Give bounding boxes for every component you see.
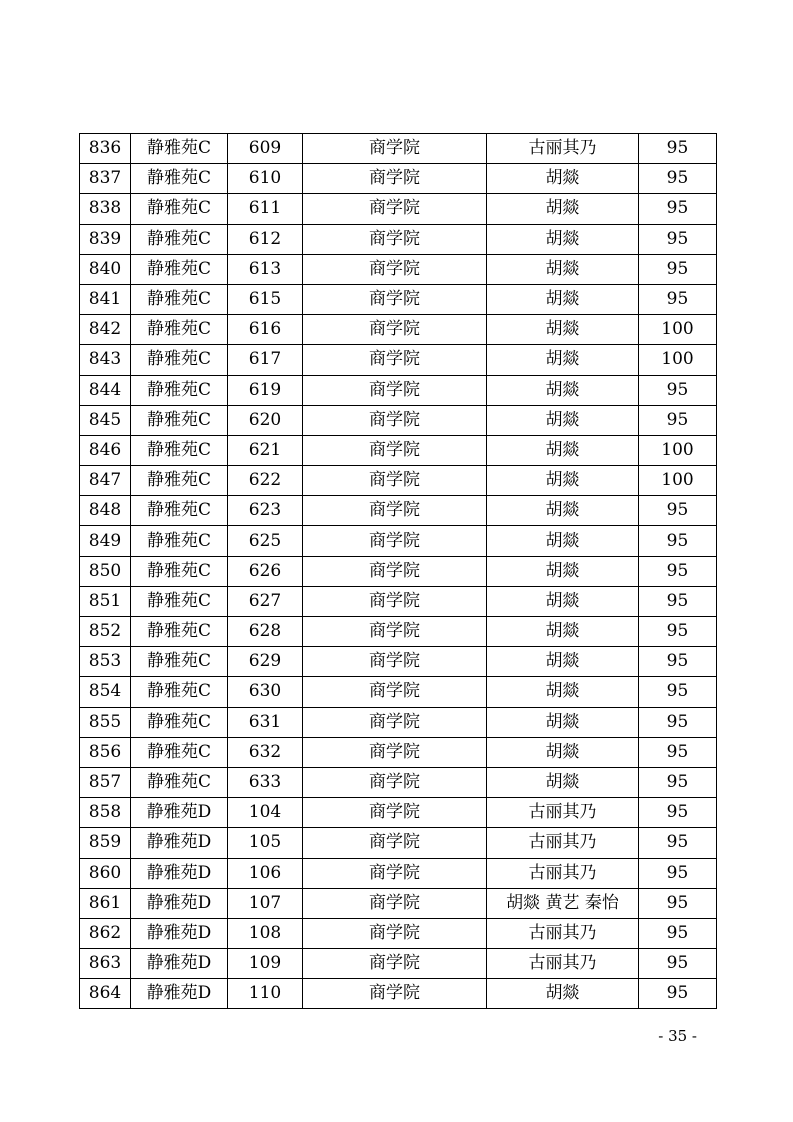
score-cell: 95: [639, 918, 717, 948]
row-number-cell: 852: [80, 617, 131, 647]
college-cell: 商学院: [303, 194, 487, 224]
inspector-cell: 胡燚: [487, 556, 639, 586]
inspector-cell: 胡燚: [487, 707, 639, 737]
row-number-cell: 855: [80, 707, 131, 737]
row-number-cell: 860: [80, 858, 131, 888]
row-number-cell: 861: [80, 888, 131, 918]
inspector-cell: 胡燚: [487, 435, 639, 465]
college-cell: 商学院: [303, 647, 487, 677]
room-number-cell: 621: [228, 435, 303, 465]
table-row: [80, 254, 717, 284]
table-row: [80, 828, 717, 858]
room-number-cell: 625: [228, 526, 303, 556]
room-number-cell: 109: [228, 949, 303, 979]
table-row: [80, 526, 717, 556]
row-number-cell: 854: [80, 677, 131, 707]
score-cell: 95: [639, 737, 717, 767]
college-cell: 商学院: [303, 949, 487, 979]
college-cell: 商学院: [303, 918, 487, 948]
building-cell: 静雅苑D: [131, 949, 228, 979]
inspector-cell: 胡燚: [487, 767, 639, 797]
row-number-cell: 848: [80, 496, 131, 526]
college-cell: 商学院: [303, 556, 487, 586]
college-cell: 商学院: [303, 526, 487, 556]
college-cell: 商学院: [303, 164, 487, 194]
table-row: [80, 707, 717, 737]
score-cell: 95: [639, 949, 717, 979]
score-cell: 95: [639, 767, 717, 797]
building-cell: 静雅苑C: [131, 315, 228, 345]
table-row: [80, 949, 717, 979]
building-cell: 静雅苑C: [131, 647, 228, 677]
inspector-cell: 胡燚: [487, 194, 639, 224]
building-cell: 静雅苑C: [131, 767, 228, 797]
score-cell: 95: [639, 526, 717, 556]
inspector-cell: 古丽其乃: [487, 858, 639, 888]
row-number-cell: 856: [80, 737, 131, 767]
table-row: [80, 466, 717, 496]
score-cell: 95: [639, 707, 717, 737]
table-row: [80, 556, 717, 586]
inspector-cell: 胡燚: [487, 315, 639, 345]
score-cell: 100: [639, 345, 717, 375]
table-row: [80, 224, 717, 254]
table-row: [80, 164, 717, 194]
college-cell: 商学院: [303, 617, 487, 647]
table-row: [80, 435, 717, 465]
score-cell: 95: [639, 254, 717, 284]
building-cell: 静雅苑C: [131, 345, 228, 375]
room-number-cell: 620: [228, 405, 303, 435]
college-cell: 商学院: [303, 677, 487, 707]
inspector-cell: 古丽其乃: [487, 798, 639, 828]
table-row: [80, 194, 717, 224]
room-number-cell: 613: [228, 254, 303, 284]
score-cell: 95: [639, 586, 717, 616]
college-cell: 商学院: [303, 284, 487, 314]
score-cell: 95: [639, 858, 717, 888]
table-row: [80, 345, 717, 375]
score-cell: 95: [639, 979, 717, 1009]
row-number-cell: 851: [80, 586, 131, 616]
building-cell: 静雅苑C: [131, 284, 228, 314]
inspector-cell: 胡燚: [487, 224, 639, 254]
building-cell: 静雅苑C: [131, 707, 228, 737]
table-row: [80, 617, 717, 647]
college-cell: 商学院: [303, 466, 487, 496]
score-cell: 95: [639, 677, 717, 707]
building-cell: 静雅苑C: [131, 134, 228, 164]
table-row: [80, 677, 717, 707]
building-cell: 静雅苑C: [131, 405, 228, 435]
inspector-cell: 胡燚: [487, 586, 639, 616]
score-cell: 95: [639, 224, 717, 254]
inspector-cell: 古丽其乃: [487, 949, 639, 979]
score-cell: 95: [639, 284, 717, 314]
score-cell: 100: [639, 435, 717, 465]
row-number-cell: 837: [80, 164, 131, 194]
table-row: [80, 767, 717, 797]
room-number-cell: 622: [228, 466, 303, 496]
score-cell: 95: [639, 134, 717, 164]
score-cell: 95: [639, 164, 717, 194]
table-row: [80, 405, 717, 435]
inspector-cell: 胡燚: [487, 345, 639, 375]
score-cell: 100: [639, 315, 717, 345]
college-cell: 商学院: [303, 315, 487, 345]
row-number-cell: 846: [80, 435, 131, 465]
row-number-cell: 842: [80, 315, 131, 345]
score-cell: 95: [639, 375, 717, 405]
room-number-cell: 616: [228, 315, 303, 345]
table-row: [80, 284, 717, 314]
dormitory-score-table: [79, 133, 717, 1009]
college-cell: 商学院: [303, 979, 487, 1009]
row-number-cell: 843: [80, 345, 131, 375]
building-cell: 静雅苑C: [131, 556, 228, 586]
building-cell: 静雅苑C: [131, 435, 228, 465]
row-number-cell: 864: [80, 979, 131, 1009]
inspector-cell: 胡燚: [487, 737, 639, 767]
table-row: [80, 647, 717, 677]
college-cell: 商学院: [303, 707, 487, 737]
room-number-cell: 628: [228, 617, 303, 647]
college-cell: 商学院: [303, 345, 487, 375]
table-row: [80, 979, 717, 1009]
college-cell: 商学院: [303, 496, 487, 526]
row-number-cell: 853: [80, 647, 131, 677]
score-cell: 95: [639, 496, 717, 526]
score-cell: 95: [639, 828, 717, 858]
inspector-cell: 胡燚: [487, 526, 639, 556]
inspector-cell: 胡燚: [487, 254, 639, 284]
building-cell: 静雅苑C: [131, 194, 228, 224]
building-cell: 静雅苑D: [131, 798, 228, 828]
table-row: [80, 134, 717, 164]
inspector-cell: 胡燚: [487, 496, 639, 526]
inspector-cell: 胡燚: [487, 375, 639, 405]
building-cell: 静雅苑C: [131, 617, 228, 647]
college-cell: 商学院: [303, 586, 487, 616]
score-cell: 95: [639, 798, 717, 828]
building-cell: 静雅苑D: [131, 858, 228, 888]
table-row: [80, 375, 717, 405]
college-cell: 商学院: [303, 828, 487, 858]
score-cell: 95: [639, 405, 717, 435]
inspector-cell: 胡燚: [487, 466, 639, 496]
room-number-cell: 623: [228, 496, 303, 526]
room-number-cell: 105: [228, 828, 303, 858]
row-number-cell: 844: [80, 375, 131, 405]
room-number-cell: 632: [228, 737, 303, 767]
room-number-cell: 619: [228, 375, 303, 405]
room-number-cell: 627: [228, 586, 303, 616]
score-cell: 95: [639, 617, 717, 647]
table-row: [80, 496, 717, 526]
table-row: [80, 737, 717, 767]
room-number-cell: 106: [228, 858, 303, 888]
page-number: - 35 -: [658, 1027, 697, 1045]
room-number-cell: 611: [228, 194, 303, 224]
table-row: [80, 586, 717, 616]
row-number-cell: 859: [80, 828, 131, 858]
row-number-cell: 847: [80, 466, 131, 496]
inspector-cell: 古丽其乃: [487, 828, 639, 858]
college-cell: 商学院: [303, 224, 487, 254]
row-number-cell: 838: [80, 194, 131, 224]
inspector-cell: 古丽其乃: [487, 918, 639, 948]
college-cell: 商学院: [303, 134, 487, 164]
college-cell: 商学院: [303, 405, 487, 435]
inspector-cell: 胡燚: [487, 677, 639, 707]
room-number-cell: 629: [228, 647, 303, 677]
room-number-cell: 609: [228, 134, 303, 164]
table-row: [80, 315, 717, 345]
score-cell: 95: [639, 888, 717, 918]
building-cell: 静雅苑C: [131, 164, 228, 194]
college-cell: 商学院: [303, 858, 487, 888]
room-number-cell: 612: [228, 224, 303, 254]
row-number-cell: 850: [80, 556, 131, 586]
building-cell: 静雅苑C: [131, 737, 228, 767]
row-number-cell: 863: [80, 949, 131, 979]
college-cell: 商学院: [303, 767, 487, 797]
row-number-cell: 836: [80, 134, 131, 164]
inspector-cell: 胡燚: [487, 617, 639, 647]
table-body: [80, 134, 717, 1009]
score-cell: 95: [639, 194, 717, 224]
building-cell: 静雅苑C: [131, 526, 228, 556]
row-number-cell: 840: [80, 254, 131, 284]
room-number-cell: 626: [228, 556, 303, 586]
inspector-cell: 胡燚: [487, 284, 639, 314]
row-number-cell: 857: [80, 767, 131, 797]
room-number-cell: 633: [228, 767, 303, 797]
building-cell: 静雅苑C: [131, 254, 228, 284]
building-cell: 静雅苑D: [131, 918, 228, 948]
inspector-cell: 胡燚 黄艺 秦怡: [487, 888, 639, 918]
score-cell: 95: [639, 647, 717, 677]
inspector-cell: 胡燚: [487, 979, 639, 1009]
building-cell: 静雅苑C: [131, 224, 228, 254]
building-cell: 静雅苑C: [131, 677, 228, 707]
room-number-cell: 631: [228, 707, 303, 737]
table-row: [80, 858, 717, 888]
inspector-cell: 古丽其乃: [487, 134, 639, 164]
table-row: [80, 888, 717, 918]
building-cell: 静雅苑D: [131, 828, 228, 858]
inspector-cell: 胡燚: [487, 647, 639, 677]
college-cell: 商学院: [303, 737, 487, 767]
building-cell: 静雅苑D: [131, 979, 228, 1009]
college-cell: 商学院: [303, 254, 487, 284]
room-number-cell: 108: [228, 918, 303, 948]
room-number-cell: 107: [228, 888, 303, 918]
room-number-cell: 110: [228, 979, 303, 1009]
college-cell: 商学院: [303, 435, 487, 465]
table-row: [80, 798, 717, 828]
building-cell: 静雅苑C: [131, 586, 228, 616]
row-number-cell: 862: [80, 918, 131, 948]
table-row: [80, 918, 717, 948]
building-cell: 静雅苑C: [131, 375, 228, 405]
room-number-cell: 104: [228, 798, 303, 828]
building-cell: 静雅苑C: [131, 496, 228, 526]
building-cell: 静雅苑C: [131, 466, 228, 496]
building-cell: 静雅苑D: [131, 888, 228, 918]
row-number-cell: 858: [80, 798, 131, 828]
college-cell: 商学院: [303, 888, 487, 918]
row-number-cell: 849: [80, 526, 131, 556]
college-cell: 商学院: [303, 375, 487, 405]
row-number-cell: 841: [80, 284, 131, 314]
inspector-cell: 胡燚: [487, 164, 639, 194]
room-number-cell: 610: [228, 164, 303, 194]
row-number-cell: 845: [80, 405, 131, 435]
room-number-cell: 617: [228, 345, 303, 375]
room-number-cell: 615: [228, 284, 303, 314]
college-cell: 商学院: [303, 798, 487, 828]
inspector-cell: 胡燚: [487, 405, 639, 435]
score-cell: 95: [639, 556, 717, 586]
room-number-cell: 630: [228, 677, 303, 707]
score-cell: 100: [639, 466, 717, 496]
row-number-cell: 839: [80, 224, 131, 254]
